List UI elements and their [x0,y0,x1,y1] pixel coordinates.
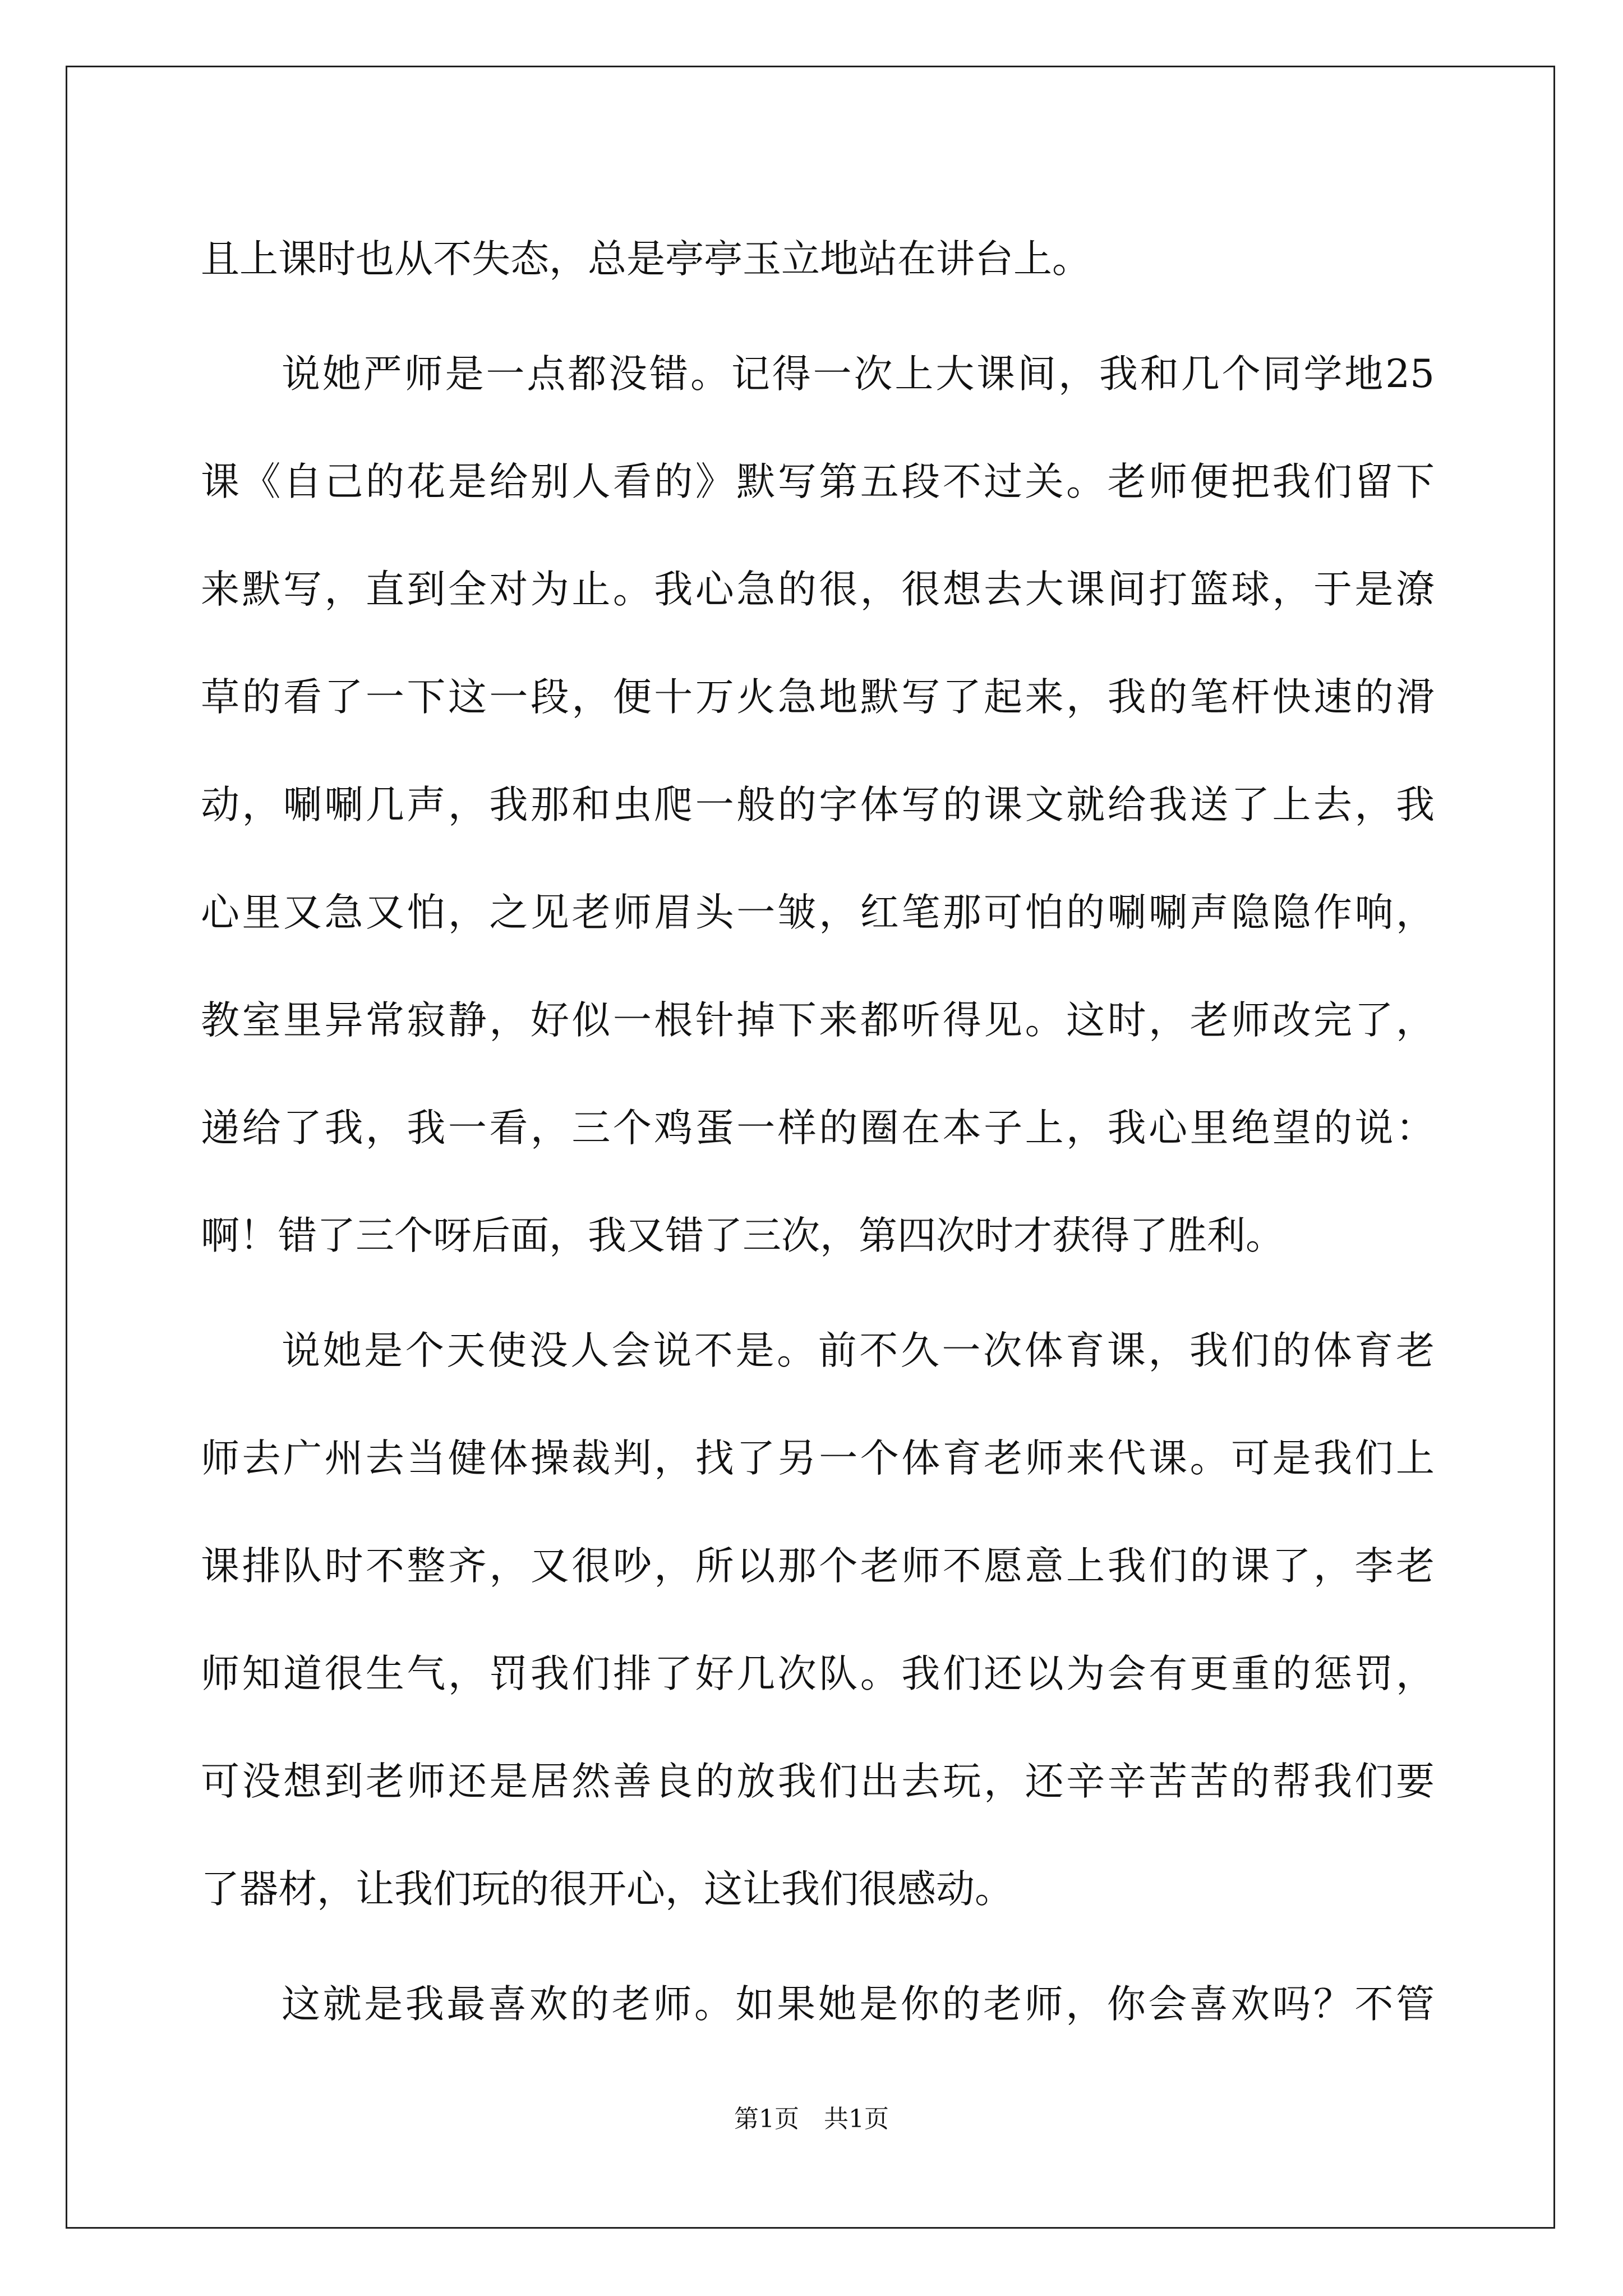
text-line: 来默写，直到全对为止。我心急的很，很想去大课间打篮球，于是潦 [201,567,1435,612]
text-line: 课《自己的花是给别人看的》默写第五段不过关。老师便把我们留下 [201,459,1435,504]
text-line: 且上课时也从不失态，总是亭亭玉立地站在讲台上。 [201,237,1091,282]
text-line: 教室里异常寂静，好似一根针掉下来都听得见。这时，老师改完了， [201,998,1435,1043]
text-line: 课排队时不整齐，又很吵，所以那个老师不愿意上我们的课了，李老 [201,1544,1435,1589]
text-line: 可没想到老师还是居然善良的放我们出去玩，还辛辛苦苦的帮我们要 [201,1759,1435,1804]
text-line: 草的看了一下这一段，便十万火急地默写了起来，我的笔杆快速的滑 [201,675,1435,720]
text-line: 动，唰唰几声，我那和虫爬一般的字体写的课文就给我送了上去，我 [201,783,1435,827]
text-line: 递给了我，我一看，三个鸡蛋一样的圈在本子上，我心里绝望的说： [201,1106,1435,1151]
paragraph-2 [201,320,1435,1290]
paragraph-1 [201,205,1435,313]
text-line: 心里又急又怕，之见老师眉头一皱，红笔那可怕的唰唰声隐隐作响， [201,890,1435,935]
paragraph-4 [201,1950,1435,2058]
text-line: 啊！错了三个呀后面，我又错了三次，第四次时才获得了胜利。 [201,1213,1284,1258]
page-number-footer: 第1页 共1页 [734,2105,889,2133]
text-line: 师去广州去当健体操裁判，找了另一个体育老师来代课。可是我们上 [201,1436,1435,1481]
text-line: 这就是我最喜欢的老师。如果她是你的老师，你会喜欢吗？不管 [282,1982,1435,2027]
text-line: 师知道很生气，罚我们排了好几次队。我们还以为会有更重的惩罚， [201,1651,1435,1696]
text-line: 了器材，让我们玩的很开心，这让我们很感动。 [201,1867,1013,1912]
text-line: 说她是个天使没人会说不是。前不久一次体育课，我们的体育老 [282,1328,1435,1373]
text-line: 说她严师是一点都没错。记得一次上大课间，我和几个同学地25 [282,352,1435,397]
paragraph-3 [201,1297,1435,1943]
document-body [201,205,1435,2058]
